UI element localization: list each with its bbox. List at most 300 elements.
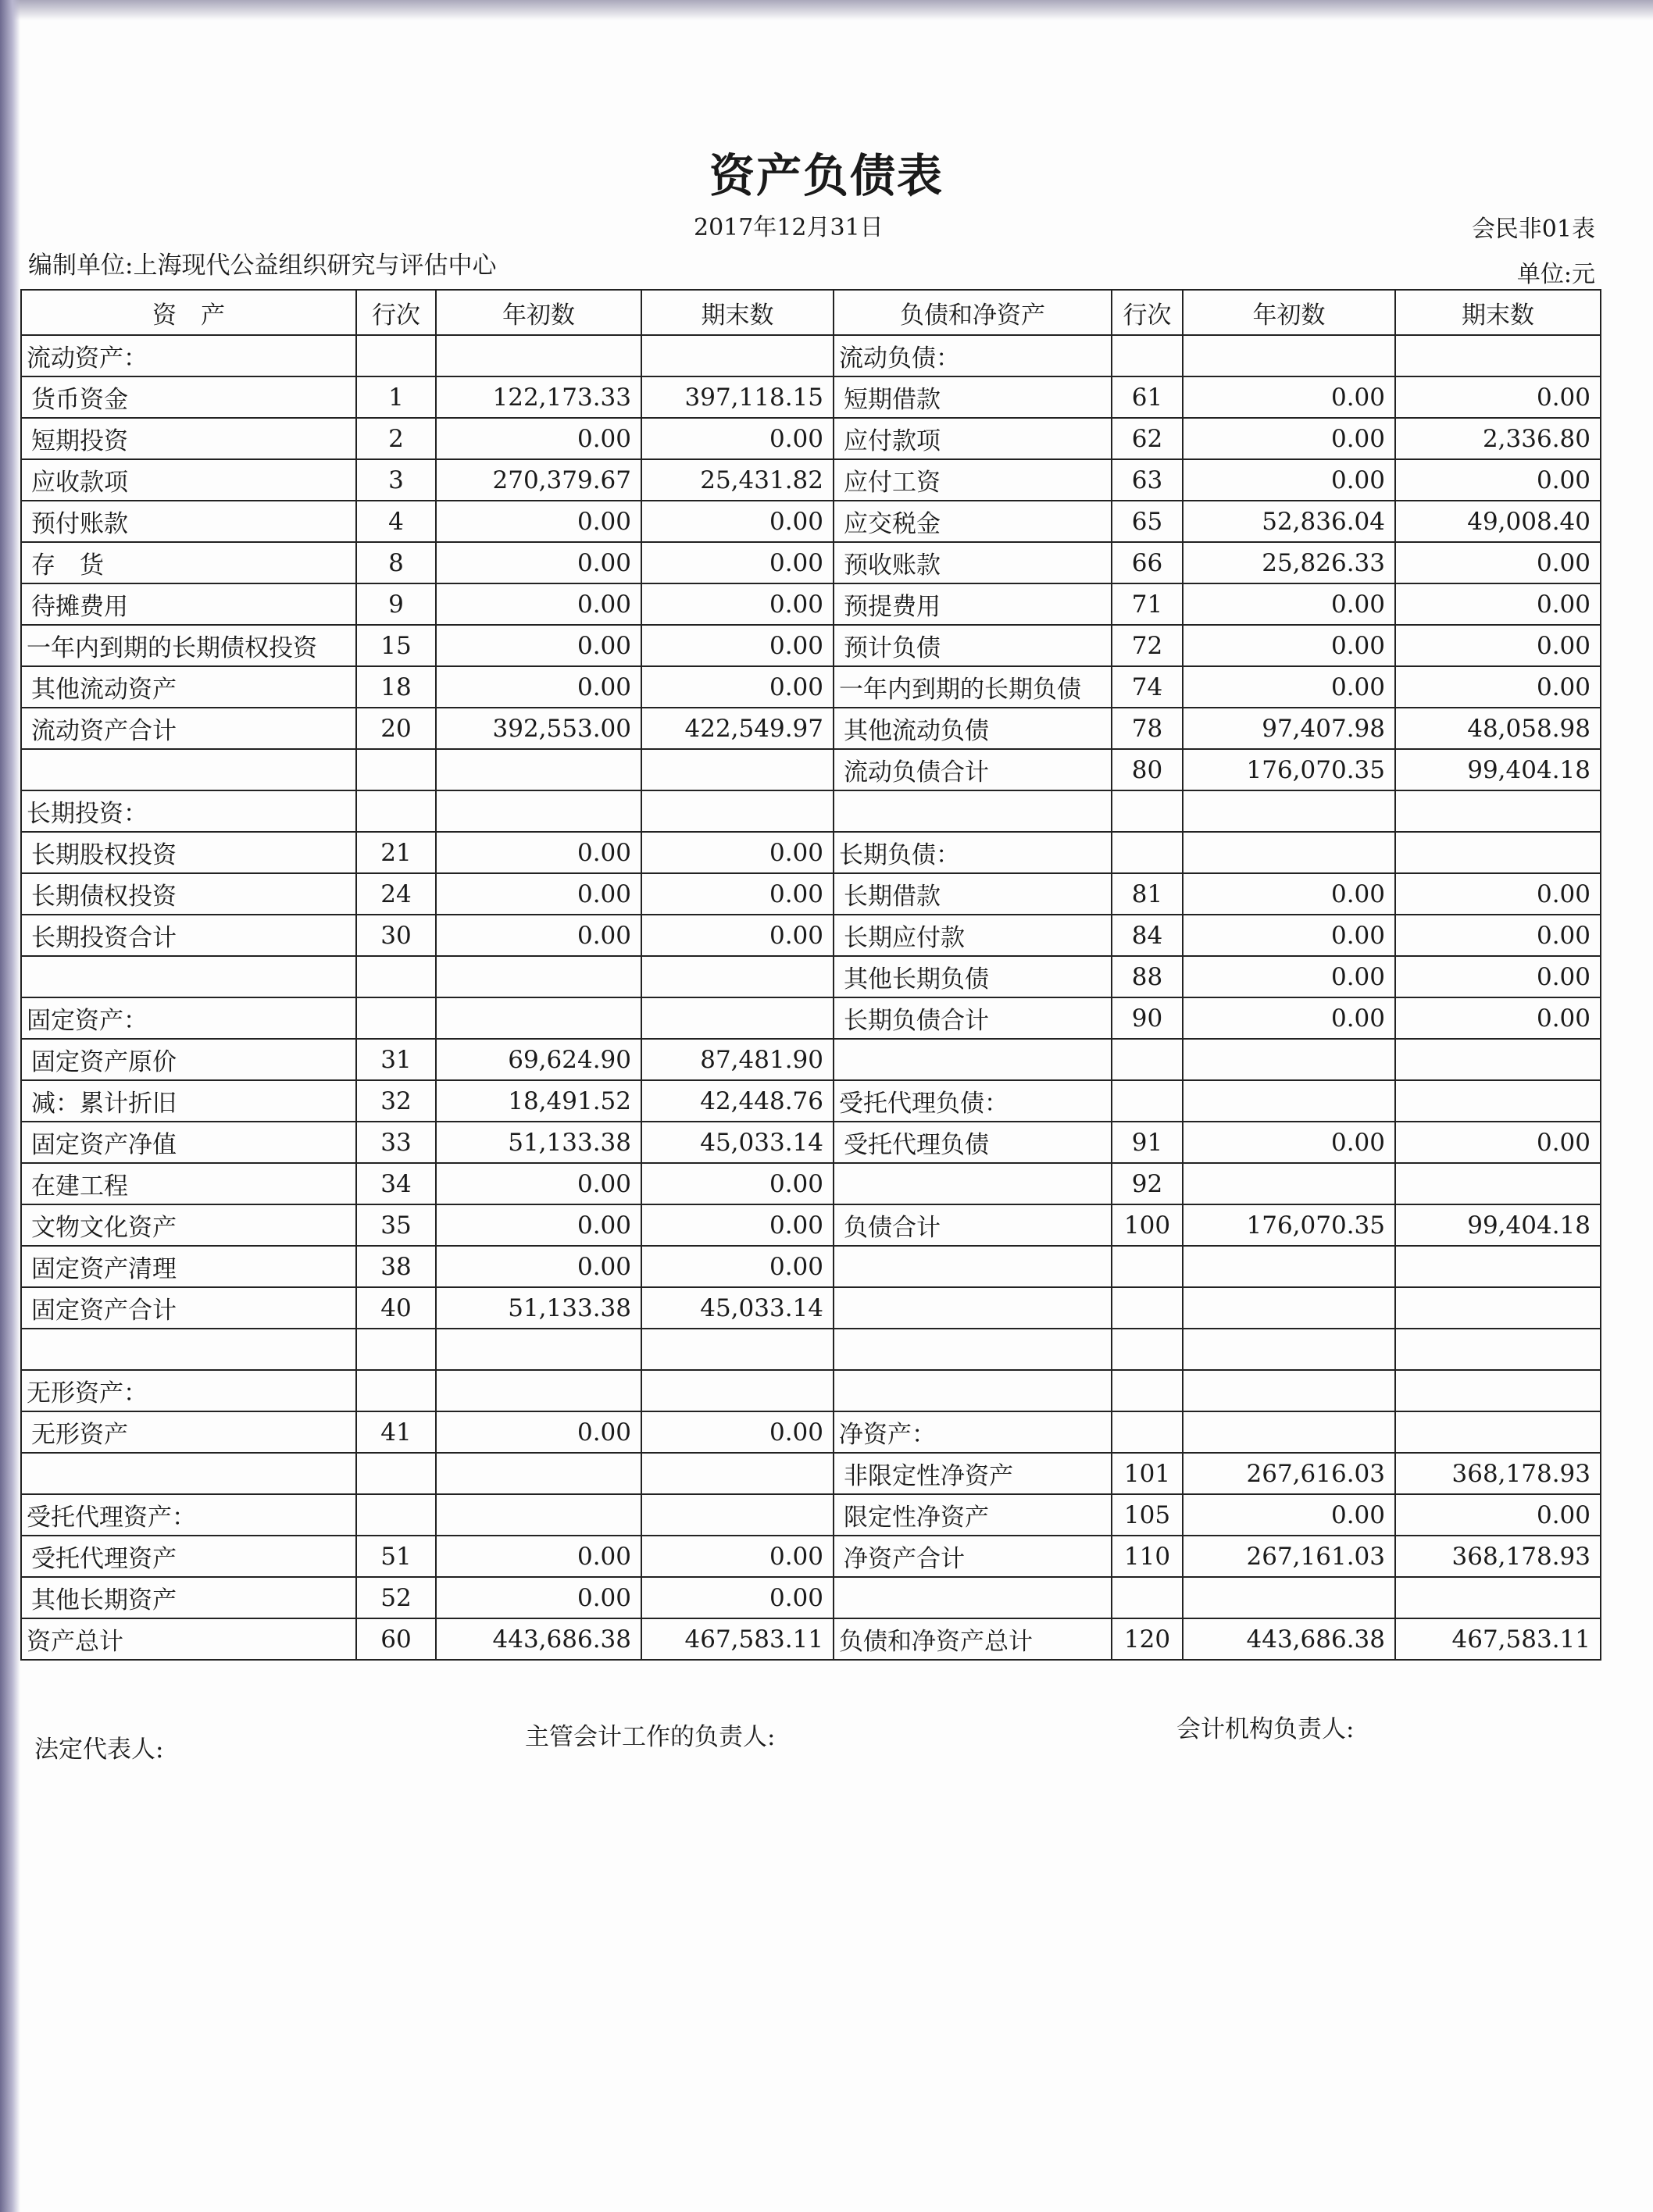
asset-item: 长期股权投资	[21, 832, 356, 873]
table-body	[21, 335, 1601, 1660]
asset-item: 文物文化资产	[21, 1204, 356, 1246]
liability-beginning-value: 443,686.38	[1183, 1618, 1395, 1660]
table-row	[21, 1618, 1601, 1660]
liability-item: 受托代理负债	[834, 1122, 1112, 1163]
liability-line-no: 62	[1112, 418, 1183, 459]
asset-item: 固定资产：	[21, 997, 356, 1039]
asset-ending-value: 87,481.90	[641, 1039, 834, 1080]
table-row	[21, 1287, 1601, 1329]
liability-ending-value	[1395, 1411, 1601, 1453]
liability-line-no	[1112, 1246, 1183, 1287]
liability-beginning-value: 267,616.03	[1183, 1453, 1395, 1494]
asset-ending-value: 0.00	[641, 1246, 834, 1287]
asset-line-no: 40	[356, 1287, 436, 1329]
liability-ending-value: 0.00	[1395, 459, 1601, 501]
liability-item: 一年内到期的长期负债	[834, 666, 1112, 708]
liability-line-no: 66	[1112, 542, 1183, 583]
table-row	[21, 1039, 1601, 1080]
table-row	[21, 1494, 1601, 1536]
liability-ending-value: 99,404.18	[1395, 1204, 1601, 1246]
asset-item: 待摊费用	[21, 583, 356, 625]
asset-beginning-value: 0.00	[436, 542, 641, 583]
liability-beginning-value: 0.00	[1183, 376, 1395, 418]
asset-beginning-value: 51,133.38	[436, 1287, 641, 1329]
liability-beginning-value	[1183, 335, 1395, 376]
asset-item: 受托代理资产：	[21, 1494, 356, 1536]
asset-line-no: 21	[356, 832, 436, 873]
asset-line-no	[356, 1453, 436, 1494]
table-row	[21, 708, 1601, 749]
liability-beginning-value	[1183, 1246, 1395, 1287]
asset-beginning-value: 0.00	[436, 501, 641, 542]
liability-beginning-value	[1183, 1329, 1395, 1370]
liability-line-no: 65	[1112, 501, 1183, 542]
asset-item: 固定资产净值	[21, 1122, 356, 1163]
scan-shadow-left	[0, 0, 20, 2212]
liability-item: 负债合计	[834, 1204, 1112, 1246]
liability-beginning-value: 0.00	[1183, 873, 1395, 915]
asset-ending-value: 0.00	[641, 418, 834, 459]
table-row	[21, 1453, 1601, 1494]
asset-ending-value: 0.00	[641, 542, 834, 583]
liability-ending-value: 0.00	[1395, 625, 1601, 666]
accounting-supervisor-label: 主管会计工作的负责人:	[525, 1723, 776, 1751]
asset-item	[21, 749, 356, 790]
asset-line-no	[356, 790, 436, 832]
liability-ending-value	[1395, 1163, 1601, 1204]
table-row	[21, 1411, 1601, 1453]
liability-item	[834, 1246, 1112, 1287]
liability-item: 长期应付款	[834, 915, 1112, 956]
liability-line-no	[1112, 1577, 1183, 1618]
asset-line-no	[356, 956, 436, 997]
table-row	[21, 1246, 1601, 1287]
table-row	[21, 1163, 1601, 1204]
liability-beginning-value: 0.00	[1183, 459, 1395, 501]
liability-item	[834, 1370, 1112, 1411]
asset-ending-value: 25,431.82	[641, 459, 834, 501]
asset-ending-value: 45,033.14	[641, 1287, 834, 1329]
balance-sheet-table	[20, 289, 1601, 1661]
asset-ending-value	[641, 997, 834, 1039]
table-row	[21, 832, 1601, 873]
asset-line-no: 52	[356, 1577, 436, 1618]
liability-line-no: 63	[1112, 459, 1183, 501]
liability-beginning-value: 25,826.33	[1183, 542, 1395, 583]
asset-ending-value: 0.00	[641, 1163, 834, 1204]
liability-line-no	[1112, 335, 1183, 376]
liability-beginning-value: 0.00	[1183, 418, 1395, 459]
asset-beginning-value: 0.00	[436, 666, 641, 708]
liability-line-no: 88	[1112, 956, 1183, 997]
legal-representative-label: 法定代表人:	[34, 1736, 164, 1764]
asset-line-no: 33	[356, 1122, 436, 1163]
header-beginning-balance: 年初数	[1183, 290, 1395, 335]
asset-ending-value: 0.00	[641, 1577, 834, 1618]
table-row	[21, 418, 1601, 459]
asset-beginning-value: 0.00	[436, 873, 641, 915]
liability-item	[834, 790, 1112, 832]
asset-beginning-value: 443,686.38	[436, 1618, 641, 1660]
table-row	[21, 1329, 1601, 1370]
asset-item: 货币资金	[21, 376, 356, 418]
liability-line-no: 101	[1112, 1453, 1183, 1494]
liability-item	[834, 1287, 1112, 1329]
scan-shadow-top	[0, 0, 1653, 20]
liability-item: 其他长期负债	[834, 956, 1112, 997]
liability-item: 其他流动负债	[834, 708, 1112, 749]
asset-line-no: 4	[356, 501, 436, 542]
asset-item: 固定资产合计	[21, 1287, 356, 1329]
liability-beginning-value	[1183, 790, 1395, 832]
asset-line-no: 34	[356, 1163, 436, 1204]
asset-beginning-value: 0.00	[436, 832, 641, 873]
liability-item: 应付工资	[834, 459, 1112, 501]
liability-ending-value: 0.00	[1395, 666, 1601, 708]
table-row	[21, 459, 1601, 501]
asset-item: 流动资产合计	[21, 708, 356, 749]
table-row	[21, 1536, 1601, 1577]
liability-line-no: 110	[1112, 1536, 1183, 1577]
table-row	[21, 583, 1601, 625]
asset-ending-value: 45,033.14	[641, 1122, 834, 1163]
liability-line-no	[1112, 1411, 1183, 1453]
header-ending-balance: 期末数	[1395, 290, 1601, 335]
liability-beginning-value: 97,407.98	[1183, 708, 1395, 749]
liability-beginning-value: 0.00	[1183, 666, 1395, 708]
liability-line-no	[1112, 1329, 1183, 1370]
asset-ending-value: 42,448.76	[641, 1080, 834, 1122]
liability-line-no	[1112, 1287, 1183, 1329]
asset-line-no: 60	[356, 1618, 436, 1660]
asset-item: 在建工程	[21, 1163, 356, 1204]
liability-item: 长期负债合计	[834, 997, 1112, 1039]
liability-ending-value	[1395, 335, 1601, 376]
liability-item	[834, 1163, 1112, 1204]
form-number: 会民非01表	[1471, 216, 1595, 243]
liability-beginning-value	[1183, 1370, 1395, 1411]
asset-beginning-value: 0.00	[436, 1536, 641, 1577]
liability-item: 非限定性净资产	[834, 1453, 1112, 1494]
report-date: 2017年12月31日	[694, 214, 884, 241]
asset-item: 存 货	[21, 542, 356, 583]
asset-beginning-value	[436, 997, 641, 1039]
table-row	[21, 1122, 1601, 1163]
liability-item: 长期借款	[834, 873, 1112, 915]
asset-item: 流动资产：	[21, 335, 356, 376]
asset-line-no: 24	[356, 873, 436, 915]
liability-line-no: 61	[1112, 376, 1183, 418]
asset-line-no	[356, 997, 436, 1039]
table-row	[21, 1577, 1601, 1618]
asset-line-no: 2	[356, 418, 436, 459]
header-liabilities-net-assets: 负债和净资产	[834, 290, 1112, 335]
asset-beginning-value: 0.00	[436, 1577, 641, 1618]
asset-beginning-value: 0.00	[436, 1204, 641, 1246]
asset-item: 应收款项	[21, 459, 356, 501]
table-row	[21, 501, 1601, 542]
asset-ending-value: 422,549.97	[641, 708, 834, 749]
liability-line-no: 90	[1112, 997, 1183, 1039]
asset-beginning-value: 69,624.90	[436, 1039, 641, 1080]
liability-ending-value: 48,058.98	[1395, 708, 1601, 749]
liability-ending-value: 49,008.40	[1395, 501, 1601, 542]
asset-line-no: 9	[356, 583, 436, 625]
asset-beginning-value: 0.00	[436, 1411, 641, 1453]
liability-line-no: 91	[1112, 1122, 1183, 1163]
currency-unit: 单位:元	[1516, 261, 1595, 288]
asset-ending-value: 0.00	[641, 915, 834, 956]
liability-item: 限定性净资产	[834, 1494, 1112, 1536]
liability-line-no: 84	[1112, 915, 1183, 956]
liability-line-no: 72	[1112, 625, 1183, 666]
liability-item: 净资产：	[834, 1411, 1112, 1453]
asset-item: 无形资产	[21, 1411, 356, 1453]
liability-beginning-value: 176,070.35	[1183, 749, 1395, 790]
liability-ending-value: 2,336.80	[1395, 418, 1601, 459]
asset-item: 长期投资合计	[21, 915, 356, 956]
asset-ending-value: 0.00	[641, 501, 834, 542]
table-row	[21, 915, 1601, 956]
asset-item	[21, 1329, 356, 1370]
asset-beginning-value	[436, 1453, 641, 1494]
asset-beginning-value: 0.00	[436, 915, 641, 956]
liability-item: 预提费用	[834, 583, 1112, 625]
liability-ending-value: 99,404.18	[1395, 749, 1601, 790]
table-row	[21, 997, 1601, 1039]
liability-beginning-value	[1183, 1080, 1395, 1122]
table-row	[21, 376, 1601, 418]
table-row	[21, 335, 1601, 376]
liability-ending-value: 368,178.93	[1395, 1453, 1601, 1494]
liability-item	[834, 1329, 1112, 1370]
liability-beginning-value	[1183, 1163, 1395, 1204]
asset-ending-value	[641, 956, 834, 997]
liability-beginning-value	[1183, 1577, 1395, 1618]
liability-item: 流动负债：	[834, 335, 1112, 376]
table-row	[21, 956, 1601, 997]
asset-beginning-value: 0.00	[436, 1246, 641, 1287]
liability-beginning-value: 0.00	[1183, 956, 1395, 997]
asset-line-no: 51	[356, 1536, 436, 1577]
liability-beginning-value	[1183, 1039, 1395, 1080]
liability-ending-value: 368,178.93	[1395, 1536, 1601, 1577]
asset-ending-value	[641, 790, 834, 832]
liability-item: 流动负债合计	[834, 749, 1112, 790]
table-row	[21, 749, 1601, 790]
liability-line-no	[1112, 1080, 1183, 1122]
asset-ending-value: 0.00	[641, 1411, 834, 1453]
asset-beginning-value	[436, 335, 641, 376]
liability-item	[834, 1039, 1112, 1080]
asset-beginning-value	[436, 749, 641, 790]
liability-ending-value: 0.00	[1395, 915, 1601, 956]
asset-item: 短期投资	[21, 418, 356, 459]
asset-line-no: 30	[356, 915, 436, 956]
asset-item: 固定资产原价	[21, 1039, 356, 1080]
asset-beginning-value	[436, 1370, 641, 1411]
liability-line-no: 81	[1112, 873, 1183, 915]
header-row	[21, 290, 1601, 335]
asset-item	[21, 956, 356, 997]
table-row	[21, 666, 1601, 708]
asset-beginning-value: 0.00	[436, 418, 641, 459]
liability-ending-value	[1395, 1329, 1601, 1370]
liability-ending-value	[1395, 1080, 1601, 1122]
asset-item: 受托代理资产	[21, 1536, 356, 1577]
liability-line-no: 120	[1112, 1618, 1183, 1660]
asset-ending-value	[641, 1370, 834, 1411]
liability-ending-value: 0.00	[1395, 1494, 1601, 1536]
asset-line-no: 3	[356, 459, 436, 501]
asset-item	[21, 1453, 356, 1494]
asset-item: 其他长期资产	[21, 1577, 356, 1618]
liability-beginning-value: 267,161.03	[1183, 1536, 1395, 1577]
asset-beginning-value: 0.00	[436, 625, 641, 666]
asset-beginning-value	[436, 956, 641, 997]
asset-ending-value: 0.00	[641, 1204, 834, 1246]
asset-ending-value	[641, 335, 834, 376]
reporting-organization: 编制单位:上海现代公益组织研究与评估中心	[28, 252, 497, 280]
liability-ending-value: 0.00	[1395, 997, 1601, 1039]
asset-ending-value	[641, 749, 834, 790]
table-row	[21, 873, 1601, 915]
asset-line-no	[356, 1494, 436, 1536]
header-beginning-balance: 年初数	[436, 290, 641, 335]
asset-ending-value: 0.00	[641, 832, 834, 873]
liability-item: 应交税金	[834, 501, 1112, 542]
table-row	[21, 790, 1601, 832]
asset-line-no: 41	[356, 1411, 436, 1453]
asset-item: 其他流动资产	[21, 666, 356, 708]
liability-line-no: 92	[1112, 1163, 1183, 1204]
liability-line-no: 74	[1112, 666, 1183, 708]
liability-item	[834, 1577, 1112, 1618]
asset-item: 固定资产清理	[21, 1246, 356, 1287]
liability-ending-value: 467,583.11	[1395, 1618, 1601, 1660]
asset-line-no: 20	[356, 708, 436, 749]
header-line-no: 行次	[356, 290, 436, 335]
liability-item: 应付款项	[834, 418, 1112, 459]
asset-line-no	[356, 749, 436, 790]
header-line-no: 行次	[1112, 290, 1183, 335]
liability-beginning-value	[1183, 832, 1395, 873]
table-row	[21, 625, 1601, 666]
liability-item: 预收账款	[834, 542, 1112, 583]
liability-beginning-value: 0.00	[1183, 1494, 1395, 1536]
liability-ending-value: 0.00	[1395, 376, 1601, 418]
asset-ending-value: 467,583.11	[641, 1618, 834, 1660]
liability-ending-value	[1395, 790, 1601, 832]
liability-line-no	[1112, 1039, 1183, 1080]
asset-ending-value: 0.00	[641, 583, 834, 625]
liability-line-no: 80	[1112, 749, 1183, 790]
liability-beginning-value: 176,070.35	[1183, 1204, 1395, 1246]
asset-line-no: 31	[356, 1039, 436, 1080]
asset-item: 减：累计折旧	[21, 1080, 356, 1122]
liability-ending-value	[1395, 1577, 1601, 1618]
table-row	[21, 1204, 1601, 1246]
document-title: 资产负债表	[709, 149, 944, 202]
liability-ending-value: 0.00	[1395, 873, 1601, 915]
asset-item: 一年内到期的长期债权投资	[21, 625, 356, 666]
liability-item: 负债和净资产总计	[834, 1618, 1112, 1660]
liability-line-no: 105	[1112, 1494, 1183, 1536]
asset-ending-value	[641, 1494, 834, 1536]
asset-beginning-value: 122,173.33	[436, 376, 641, 418]
asset-beginning-value: 270,379.67	[436, 459, 641, 501]
liability-ending-value	[1395, 1287, 1601, 1329]
asset-ending-value: 397,118.15	[641, 376, 834, 418]
liability-beginning-value: 0.00	[1183, 915, 1395, 956]
table-row	[21, 1080, 1601, 1122]
accounting-department-head-label: 会计机构负责人:	[1176, 1715, 1355, 1743]
liability-beginning-value	[1183, 1411, 1395, 1453]
liability-item: 短期借款	[834, 376, 1112, 418]
liability-beginning-value: 0.00	[1183, 997, 1395, 1039]
table-row	[21, 1370, 1601, 1411]
asset-item: 预付账款	[21, 501, 356, 542]
asset-ending-value: 0.00	[641, 873, 834, 915]
asset-beginning-value	[436, 790, 641, 832]
asset-line-no	[356, 1370, 436, 1411]
asset-line-no	[356, 1329, 436, 1370]
asset-beginning-value: 0.00	[436, 1163, 641, 1204]
liability-ending-value: 0.00	[1395, 1122, 1601, 1163]
asset-beginning-value	[436, 1329, 641, 1370]
asset-item: 无形资产：	[21, 1370, 356, 1411]
liability-ending-value	[1395, 1370, 1601, 1411]
header-ending-balance: 期末数	[641, 290, 834, 335]
liability-beginning-value: 52,836.04	[1183, 501, 1395, 542]
asset-line-no: 18	[356, 666, 436, 708]
liability-ending-value	[1395, 832, 1601, 873]
liability-ending-value	[1395, 1039, 1601, 1080]
liability-ending-value: 0.00	[1395, 583, 1601, 625]
asset-beginning-value: 51,133.38	[436, 1122, 641, 1163]
asset-ending-value: 0.00	[641, 1536, 834, 1577]
asset-line-no: 8	[356, 542, 436, 583]
asset-beginning-value: 0.00	[436, 583, 641, 625]
asset-beginning-value: 18,491.52	[436, 1080, 641, 1122]
asset-ending-value	[641, 1453, 834, 1494]
asset-line-no: 1	[356, 376, 436, 418]
liability-line-no: 100	[1112, 1204, 1183, 1246]
liability-ending-value: 0.00	[1395, 542, 1601, 583]
asset-item: 长期投资：	[21, 790, 356, 832]
liability-line-no	[1112, 832, 1183, 873]
asset-ending-value	[641, 1329, 834, 1370]
asset-item: 资产总计	[21, 1618, 356, 1660]
asset-line-no: 32	[356, 1080, 436, 1122]
liability-beginning-value: 0.00	[1183, 625, 1395, 666]
liability-ending-value	[1395, 1246, 1601, 1287]
asset-line-no: 15	[356, 625, 436, 666]
liability-beginning-value: 0.00	[1183, 583, 1395, 625]
asset-line-no: 35	[356, 1204, 436, 1246]
liability-item: 净资产合计	[834, 1536, 1112, 1577]
asset-beginning-value	[436, 1494, 641, 1536]
asset-ending-value: 0.00	[641, 666, 834, 708]
liability-beginning-value	[1183, 1287, 1395, 1329]
liability-ending-value: 0.00	[1395, 956, 1601, 997]
asset-ending-value: 0.00	[641, 625, 834, 666]
table-row	[21, 542, 1601, 583]
liability-line-no	[1112, 1370, 1183, 1411]
asset-line-no: 38	[356, 1246, 436, 1287]
liability-line-no	[1112, 790, 1183, 832]
asset-line-no	[356, 335, 436, 376]
